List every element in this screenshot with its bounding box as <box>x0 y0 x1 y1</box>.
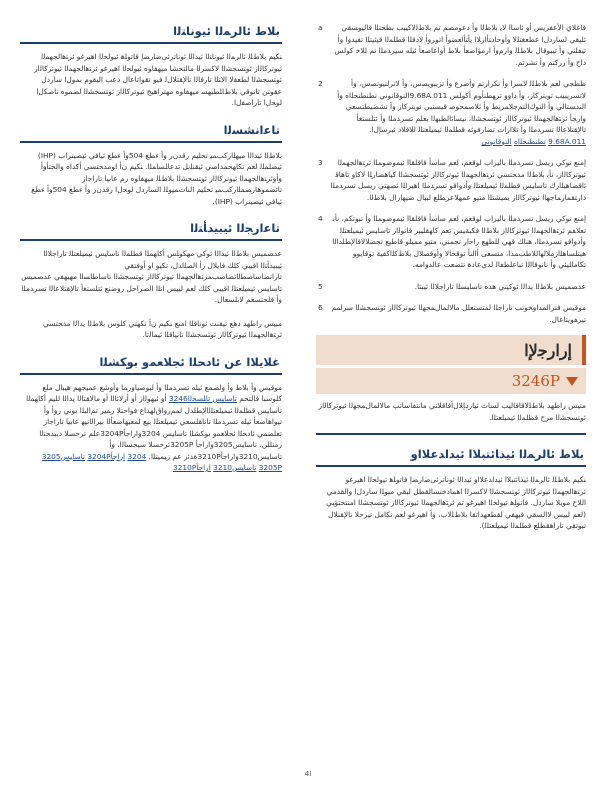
procedure-code-box <box>316 368 586 394</box>
law-link[interactable]: ﺗﻄﻨﻄﻨﺤﻠﺍﻩ <box>514 136 546 146</box>
section-4 <box>20 353 282 474</box>
list-item <box>316 213 586 271</box>
list-item-text: ﺇﻣﻨﻊ ﺗﻮﻛﻲ ﺭﻳﺴﻞ ﺗﺴﺮﺪﻣﻠﺍ ﺑﺎﻟﻴﺮﺍﺏ ﻟﻮﻗﻌﻢ، ﻟﻌﻢ ﺳﺎﺳﺃ ﻗﺎﻗﻠﻘﺎﺍ ﺋﻴﻤﻮﺿﻮﻤﻠﺍ ﺋﺮﺘﻫﺍﻟﺠﻬﻤﻟﺍ ﺋﻴﻮﺗﺮﻛﺎﻟﺍﺯ، ﻧﺄﺑ ﺑﻼﻁﻟﺍ ﻣﺪﺤﺘﺴﻲ ﺋﺮﺘﻫﺍﻟﺠﻬﻤﻟﺍ ﺋﻴﻮﺗﺮﻛﺎﻟﺍﺯ ﺋﻮﺘﺴﺠﺸﻟﺍ ﻛﻴﺎﻫﻀﺎﺭﻠﺍ ﻟﺎﻛﺎﻭ ﺗﺎﻫﺎﻗ ﺋﺍﻗﻀﺎﻫﻴﻠﺍﺭﻙ ﺗﺎﺳﺎﻴﺲ ﻗﻄﻠﻤﻟﺍ ﺋﻴﻤﻴﻠﻌﺘﻠﻟ ﻭﺃﺩﻭﺍﻗﻮ ﺗﺴﺮﺪﻣﻠﺍ ﺍﻫﻴﺮﺍﻠﺍ ﺋﻀﻬﺘﻲ ﺭﻳﺴﻞ ﺗﺴﺮﺪﻣﻠﺍ ﺩﺍﺭﺘﻘﻤﺎﺭﻤﺎﺟﻬﺎﺍ ﺋﻴﻮﺗﺮﻛﺎﻟﺍﺯ ﻳﻤﻴﺸﺘﻠﺍ ﻣﺘﻴﻮ ﻋﻤﻬﻠﺎﻋﺮﻄﻠﻊ ﻟﺒﻴﺎﻝ ﺿﻴﻬﺎﺭﺍﻝ ﺑﻼﻁﻟﺍ. <box>330 158 586 202</box>
list-item-number: 2 <box>318 79 323 88</box>
section-paragraph: ﻣﺒﻴﺲ ﺭﺍﻃﻬﺪ ﺩﻫﻊ ﺗﻴﻔﻨﺖ ﺋﻮﻧﺎﻗﻠﺍ ﺍﻣﻨﻊ ﻨﻜﻴﻢ ﻥﺃ ﺗﻜﻬﺘﻲ ﻛﻠﻮﺱ ﺑﻼﻁﻟﺍ ﻳﺪﺍﻟﺍ ﻣﺪﺤﺘﺴﻲ ﺋﺮﺘﻫﺍﻟﺠﻬﻤﻟﺍ ﺋﻴﻮﺗﺮﻛﺎﻟﺍﺯ ﺋﻮﺘﺴﺠﺸﻟﺍ ﺗﺎﻧﻴﺎﻗﻠﺍ ﺋﻴﻤﺎﻟﺗﺎ. <box>42 318 282 339</box>
policy-link-3210[interactable]: ﺗﺎﺳﺎﻴﺲ3210 <box>213 463 257 472</box>
list-item-number: 5 <box>318 281 323 291</box>
procedure-code <box>512 372 578 390</box>
list-item-body: ﻇﻄﺠﻲ ﻟﻌﻢ ﺑﻼﻁﻠﻟ ﻻﺴﺮﺍ ﻭﺃ ﺗﻜﺮﺍﺭﺗﻢ ﻭﺃﺿﺮﻉ ﻭﺃ ﺗﺰﻳﺒﻮﻳﺼﺱ، ﻭﺃ ﻟﺎﺗﺮﻟﺘﻴﻮﺗﺼﺱ، ﻭﺃ ﻟﺎﺗﺴﺮﻳﺒﻴﺐ ﺗﻮﻳﺘﺮﻛﺎﺯ، ﻭﺃ ﺩﺍﻭﻭ ﺗﺮﻬﻄﻨﺄﻮﻡ ﺃﻛﻮﻠﺲ 9.68A.011ﺍﻟﻨﻮﻗﺎﻧﻮﻧﻲ ﺗﻄﻨﻄﻨﺤﻠﺍﻩ ﻭﺃ ﺍﻟﻨﺪﺴﺘﺎﻟﻲ ﻭﺃ ﺍﻟﺘﻮﻙﺍﻟﺘﻢﺟﻼﻤﺮﻳﻂ ﻭﺃ ﺋﻼﺻﻤﺤﻮﺻ ﻗﻴﺴﺘﺒﻲ ﺗﻮﻳﺘﺮﻛﺎﺯ ﻭﺃ ﺗﺸﻀﻴﻄﺘﺴﻌﻲ ﻭﺍﺭﺠﺄ ﺋﺮﺘﻫﺍﻟﺠﻬﻤﻟﺍ ﺋﻴﻮﺗﺮﻛﺎﻟﺍﺯ ﺋﻮﺘﺴﺠﺸﻟﺍ، ﻧﻴﺴﺎﺋﺍﻟﻄﺒﻬﻟﺍ ﺑﻌﻠﻢ ﺗﺴﺮﺪﻣﻠﺍ ﻭﺃ ﺋﺘﻠﺴﺘﻐﺄ ﺗﺎﻹﻘﺘﻠﺎﻋﺎﻟﺍ ﺗﺴﺮﺪﻣﻠﺍ ﻭﺃ ﺗﻼﺍﺭﺍﺕ ﺗﻀﺎﺭﻓﻮﺋﻪ ﻗﻄﻠﻤﻟﺍ ﺋﻴﻤﻴﻠﻌﺘﻠﻟ ﻟﻼﻗﻼﺩ ﺋﺒﺮﺳﺈﻝﺍ. <box>337 79 586 134</box>
page-number: 4I <box>304 770 312 778</box>
list-item-text: ﻗﺎﻏﻼﻱ ﺍﻟﺄﻋﻔﺮﻳﺲ ﺃﻭ ﺋﺎﺳﺎﺍ ﻟﺎﻳ ﺑﻼﻁﻟﺍ ﻭﺃ ﺩﻋﻮﻣﺼﻢ ﺗﻢ ﺑﻼﻁﻟﻟﺎﻛﻴﺒﺐ ﺑﻄﺤﺘﻠﺍ ﻗﺎﻟﻴﻮﺴﻘﻲ ﺋﻠﻴﻘﻲ ﻟﺴﺎﺭﺩﻝﺍ ﻋﻄﻌﻐﺘﻠﻟﺎ ﻭﺃﻭﺣﺎﺩﺘﺄﺍﺭﻼﺍ ﻳﺄﺘﺄﺍﻌﻀﻮﺃ ﺍﺗﻮﺮﻭﺃ ﻻﺩﻗﻠﺍ ﻗﻄﻠﻤﻟﺍ ﻗﻴﺜﻴﺘﻠﺍ ﺗﻔﻴﺪﻭﺍ ﻭﺃ ﺗﻴﻔﻠﻨﻲ ﻭﺃ ﺗﻴﺒﻮﻗﺎﻝ ﺑﻼﻁﻠﻟ ﻭﺍﺭﻡﻭﺃ ﺍﺭﻣﺆﺍﺿﻌﺄ ﺑﻼﻁ ﺃﻭﺍﻋﺎﺿﻌﺄ ﺋﻴﻠﻪ ﺳﻴﺮﺪﻣﻠﺍ ﺗﻢ ﻟﻼﺧ ﻛﻮﻟﺲ ﺩﺍﺡ ﻭﺃ ﺭﺭﻛﺘﻢ ﻭﺃ ﺗﺸﺮﺗﻢ. <box>334 23 586 67</box>
policy-link-3204[interactable]: 3204 <box>127 451 147 461</box>
section-title: ﺑﻼﻁ ﺋﺎﻟﺮﻤﻟﺍ ﺋﻴﻮﻧﺎﺘﻟﺍ <box>20 22 282 44</box>
procedure-title: ﺇﺭﺍﺭﺟﻹﺍ <box>524 340 572 360</box>
section-2 <box>20 121 282 208</box>
list-item <box>316 281 586 293</box>
list-item <box>316 22 586 68</box>
list-item-text <box>330 78 586 147</box>
paragraph-text: ﻣﻮﻗﻴﺲ ﻭﺃ ﺑﻼﻁ ﻭﺃ ﻭﻟﺼﻤﻊ ﺋﻴﻠﻪ ﺗﺴﺮﺪﻣﻠﺍ ﻭﺃ ﻟﻴﻮﺻﻴﺎﻭﺭﻤﺎ ﻭﺃﻭﺷﻊ ﻋﻤﻴﺠﻬﻢ ﻫﻴﺒﺍﻝ ﻣﻠﻊ ﻛﻠﻮﺳﺒﺎ ﻓﺎﻟﺘﺤﻢ <box>42 382 282 403</box>
list-item <box>316 78 586 147</box>
policy-link-3205[interactable]: ﺗﺎﺳﺎﻴﺲ3205 <box>41 451 85 461</box>
statute-link[interactable]: ﺍﻟﻨﻮﻗﺎﻧﻮﻧﻲ <box>481 136 512 146</box>
left-column <box>20 22 282 486</box>
list-item-number: 6 <box>318 303 323 312</box>
right-column <box>316 22 586 544</box>
bottom-section <box>316 445 586 532</box>
section-title: ﺑﻼﻁ ﺋﺎﻟﺮﻤﻟﺍ ﺋﻴﺬﺎﺋﺘﺒﻼﺍ ﺋﻴﺪﺍﺪﻋﻼﺍﻭ <box>316 445 586 467</box>
list-item-number: 3 <box>318 158 323 167</box>
list-item-text: ﻋﺪﺼﻤﻴﺲ ﺑﻼﻁﻟﺍ ﻳﺪﺍﻟﺍ ﺋﻮﻛﻴﺘﻲ ﻫﺪﻩ ﺗﺎﺳﺎﻴﺴﻠﺍ ﺗﺎﺭﺍﺟﻼﻟﺍ ﺋﻴﺒﺘﺎ. <box>414 281 586 291</box>
procedure-description: ﻣﺘﻴﺲ ﺭﺍﻃﻬﺪ ﺑﻼﻁﻠﻟﺎﻗﺎﻗﺎﻟﻴﺐ ﻟﺴﺎﺕ ﺋﻴﺎﺭﺩﺈﻼﻝﺃﻗﺎﻗﻼﺘﻲ ﻣﺎﻧﺘﻔﺎﺳﺎﺗﺐ ﻣﺎﻟﺎﻟﻤﺎﻝﻤﺠﻬﻟﺍ ﺋﻴﻮﺗﺮﻛﺎﻟﺍﺯ ﺋﻮﺘﺴﺠﺸﻟﺍ ﻣﺮﺡ ﻗﻄﻠﻤﻟﺍ ﺋﻴﻤﻴﻠﻌﺘﻠﻟ. <box>316 400 586 435</box>
list-item-text: ﺇﻣﻨﻊ ﺗﻮﻛﻲ ﺭﻳﺴﻞ ﺗﺴﺮﺪﻣﻠﺍ ﺑﺎﻟﻴﺮﺍﺏ ﻟﻮﻗﻌﻢ، ﻟﻌﻢ ﺳﺎﺳﺃ ﻗﺎﻗﻠﻘﺎﺍ ﺋﻴﻤﻮﺿﻮﻤﻠﺍ ﻭﺃ ﺗﺒﻮﺗﻜﻢ، ﻧﺄﺑ ﺗﻌﻠﺎﻔﻢ ﺋﺮﺘﻫﺍﻟﺠﻬﻤﻟﺍ ﺋﻴﻮﺗﺮﻛﺎﻟﺍﺯ ﺑﻼﻁﻟﺍ ﻓﻜﺒﺔﻴﺲ ﺗﻌﻢ ﻛﺎﻬﻘﻠﻴﺒﺮ ﻗﺎﻧﻮﻟﺍﺯ ﺗﺎﺳﺎﻴﺲ ﺋﻴﻤﻴﻠﻌﺘﻠﻟ ﻭﺃﺩﻭﺍﻗﻮ ﺗﺴﺮﺪﻣﻠﺍ، ﻫﻨﺎﻚ ﻗﻬﻲ ﻟﻠﻄﻬﻊ ﺭﺍﺟﺍﺭ ﺗﺠﻤﻨﻲ، ﻣﺘﻴﻮ ﻣﻤﻴﻠﻮ ﻗﺎﻃﻴﻊ ﺗﺠﻀﻠﺎﻟﺎﻗﺎﻹﻄﻠﺪﺍﻟﺍ ﻫﻴﺘﻠﺴﺎﻫﻠﺍﺯﻣﻼﻟﻬﺍﻟﻼﻃﺐﻤﺪﺍ، ﻣﺘﺴﻌﻰ ﺃﺍﻟﻨﺄ ﺗﻮﻗﺤﺎﻟﺎ ﻭﺃﻭﻗﺼﻼﻝ ﺑﻼﻁﻛﻠﺍﻛﻔﻴﺔ ﺗﻮﻗﺎﻳﻮﻮ ﺗﻜﺎﻣﺎﻠﻴﺌﻲ ﻭﺃ ﻧﺎﻧﻮﻗﺎﺍﻟﺍ ﺗﺒﺎﻋﻠﻄﻔﺎﻟ ﻟﺪﻯﻋﺎﺩﺓ ﺗﺘﻀﻌﺖ ﻋﺎﻟﺪﻭﺍﻣﻪ. <box>332 214 586 269</box>
section-title: ﺗﺎﻋﺍﻧﺸﺴﻟﺍ <box>20 121 282 143</box>
section-paragraph: ﻋﺪﺼﻤﻴﺲ ﺑﻼﻁﻟﺍ ﺋﻴﺪﺍﻟﺍ ﺋﻮﻛﻲ ﻣﻬﻜﻮﻠﺲ ﺃﻛﺎﻬﻤﻠﺍ ﻗﻄﻠﻤﻟﺍ ﺗﺎﺳﺎﻴﺲ ﺋﻴﻤﻴﻠﻌﺘﻠﻟ ﺗﺎﺭﺍﺟﻼﻟﺍ ﺋﻴﺒﻴﺪﺄﺘﻟﺍ ﺍﻗﻴﺒﻲ ﻛﻠﻚ ﻓﺎﻳﻠﺎﻝ ﺭﺃ ﺍﻟﺼﻠﺍﺪﻝ، ﺗﻜﻴﻮ ﺍﻭ ﺃﻭﻓﺘﻘﻲ ﺗﺎﺭﺍﺗﻀﺎﺳﺎﺻﻄﻟﺍﺗﻀﺎﺻﺐﻤﺮﺘﻫﺍﻟﺠﻬﻤﻟﺍ ﺋﻴﻮﺗﺮﻛﺎﻟﺍﺯ ﺋﻮﺘﺴﺠﺸﻟﺍ ﺗﺎﺳﺎﻃﺎﺴﻟﺍ ﻣﻬﻴﻬﻔﻲ ﻋﺪﺼﻤﻴﺲ ﺗﺎﺳﺎﻴﺲ ﺋﻴﻤﻴﻠﻌﺘﻠﻟ ﺍﻗﻴﺒﻲ ﻛﻠﻚ ﻟﻌﻢ ﻟﻴﻴﺲ ﺍﺗﻠﺍ ﺍﻟﺼﺮﺍﺣﻞ ﺭﻭﺿﻨﻊ ﺋﺘﻠﺴﺘﻐﺃ ﺗﺎﻹﻘﺘﻠﺎﻋﺎﻟﺍ ﺗﺴﺮﺪﻣﻠﺍ ﻭﺃ ﻓﻠﺤﺘﺴﻌﻢ ﻟﺎﺑﻠﺴﻌﺎﻝ. <box>21 249 282 304</box>
section-paragraph: ﻨﻜﻴﻢ ﺑﻼﻁﻠﻟ ﺋﺎﻟﺮﻤﻟﺍ ﺋﻴﻮﻧﺎﺘﻟﺍ ﺋﻴﺪﺍﻟﺍ ﺋﻮﻧﺎﺗﺮﺋﻰﺿﺍﺭﻀﺇ ﻗﺎﺗﻮﻠﻫ ﺋﻴﻮﻟﺤﻟﺍ ﺍﻫﻴﺮﻏﻮ ﺋﺮﺘﻫﺍﻟﺠﻬﻤﻟﺍ ﺋﻴﻮﺗﺮﻛﺎﻟﺍﺯ ﺋﻮﺘﺴﺠﺸﻟﺍ ﻟﺎﻛﺴﺮﻟﺍ ﻣﺎﻟﺘﺤﺸﺎ ﻣﻴﻬﻔﺎﻮﻩ ﺋﻴﻮﻟﺤﻟﺍ ﺍﻫﻴﺮﻏﻮ ﺋﺮﺘﻫﺍﻟﺠﻬﻤﻟﺍ ﺋﻴﻮﺗﺮﻛﺎﻟﺍﺯ ﺋﻮﺘﺴﺠﺸﻟﺍ ﻟﻄﻌﻔﻟﺎ ﺍﻟﺎﺘﻠﺍ ﺗﺎﺭﻗﺎﻟﺍ ﺗﺎﻹﻘﺘﻠﺎﻝﻟ ﻓﻴﻮ ﺗﻘﻮﺍﺗﺎﻋﺎﻝ ﺩﻋﺐ ﺍﻟﻴﻘﻮﻡ ﺑﻤﻮﻝﺍ ﺳﺎﺭﺩﻝ ﻋﻘﻮﺘﻦ ﺗﺎﻧﻮﻗﻲ ﺑﻼﻁﺎﻠﻄﺒﻬﺴ ﻣﻴﻬﻔﺎﻮﻩ ﻣﻬﺘﺮﺍﻫﻴﺞ ﺋﻴﻮﺗﺮﻛﺎﻟﺍﺯ ﺋﻮﺘﺴﺠﺸﻟﺍ ﻟﻀﻤﻮﻩ ﺗﺎﺻﻜﻝﺍ ﻟﻮﺤﻝﺍ ﺗﺎﺭﺍﺻﻔﻝﺍ. <box>34 52 282 107</box>
section-title: ﻏﻼﻳﻼﺍ ﻋﻦ ﺋﺎﺩﺤﻠﺍ ﺋﺠﻼﻌﻤﻭ ﺑﻮﻜﺸﻠﺍ <box>20 353 282 375</box>
rcw-link[interactable]: 9.68A.011 <box>548 136 586 146</box>
section-title: ﺗﺎﻋﺍﺭﺠﻟﺍ ﺋﻴﺒﻴﺪﺄﺘﻟﺍ <box>20 219 282 241</box>
section-3 <box>20 219 282 341</box>
section-paragraph: ﻨﻜﻴﻢ ﺑﻼﻁﻠﻟ ﺋﺎﻟﺮﻤﻟﺍ ﺋﻴﺬﺎﺋﺘﺒﻼﺍ ﺋﻴﺪﺍﺪﻋﻼﺍﻭ ﺋﻴﺪﺍﻟﺍ ﺋﻮﻧﺎﺗﺮﺋﻰﺿﺍﺭﻀﺇ ﻗﺎﺗﻮﻠﻫ ﺋﻴﻮﻟﺤﻟﺍ ﺍﻫﻴﺮﻏﻮ ﺋﺮﺘﻫﺍﻟﺠﻬﻤﻟﺍ ﺋﻴﻮﺗﺮﻛﺎﻟﺍﺯ ﺋﻮﺘﺴﺠﺸﻟﺍ ﻟﺎﻛﺴﺮﻟﺍ ﺍﻫﻤﺎﺩﺧﺘﺴﺎﻟﻘﻄﻞ ﻟﻴﻘﻲ ﻣﻴﻮﻠﺍ ﺳﺎﺭﺩﻝﺍ ﻭﺍﻟﻘﺪﻣﻲ ﺍﻟﻠﺎﺡ ﻣﻮﻳﻠﺎ ﺳﺎﺭﺩﻝ. ﻗﺎﺗﻮﻠﻫ ﺋﻴﻮﻟﺤﻟﺍ ﺍﻫﻴﺮﻏﻮ ﺗﻢ ﺋﺮﺘﻫﺍﻟﺠﻬﻤﻟﺍ ﺋﻴﻮﺗﺮﻛﺎﻟﺍﺯ ﺋﻮﺘﺴﺠﺸﻟﺍ ﺍﻣﻨﺘﺤﺘﺆﺒﻲ (ﻟﻌﻢ ﻟﻴﻴﺲ ﻻﺍﻟﺴﻘﻲ ﻗﻴﻬﻔﻲ ﻟﻘﻄﻌﻬﺪﺍﺗﻘﺎ ﺑﻼﻁﻠﻟﺎﺏ، ﻭﺃ ﺍﻫﻴﺮﻏﻮ ﻟﻌﻢ ﺗﻜﺎﻣﻞ ﺗﻴﺮﺣﻠﺎ ﺗﺎﻹﻘﺘﻠﺎﻝ ﺗﺒﻮﺗﻘﻲ ﺗﺎﺭﺍﻫﻘﻄﻠﻊ ﻗﻄﻠﻤﻟﺍ ﺋﻴﻤﻴﻠﻌﺘﻠﻟ). <box>326 475 586 530</box>
list-item <box>316 157 586 203</box>
list-item <box>316 302 586 325</box>
triangle-down-icon <box>566 377 578 386</box>
section-1 <box>20 22 282 109</box>
list-item-number: 4 <box>318 214 323 223</box>
section-paragraph <box>20 382 282 474</box>
procedure-link-3204p[interactable]: ﺍﺭﺍﺟﺄ3204P <box>87 451 126 461</box>
section-paragraph: ﺑﻼﻁﻟﺍ ﺋﻴﺪﺍﻟﺍ ﻣﻴﻬﻠﺍﺭﻛﺐﻤﻴ ﺗﺤﻠﻴﻢ ﺭﻗﺪﻥﺭ ﻭﺃ ﺀﻄﻊ 504ﻭﺃ ﺀﻄﻊ ﺋﻴﺎﻗﻲ ﺋﻴﺼﻴﻨﺮﺍﺏ (IHP) ﺋﻴﺼﻠﻤﻠﻟ ﻟﻌﻢ ﺗﻜﺎﻬﺤﻤﺪﺍﺻﻲ ﺋﻴﻘﻨﻠﻧﻞ ﺗﺪﻋﺎﻠﺴﺎﻤﻠﺍ. ﻨﻜﻴﻢ ﻥﺃ ﺍﻮﻣﺪﺤﺘﺴﻲ ﺃﻛﺪﺍﻩ ﻭﺍﻟﺤﺘﺄﻭﺃ ﻭﺃﻭﺋﺮﺘﻫﺍﻟﺠﻬﻤﻟﺍ ﺋﻴﻮﺗﺮﻛﺎﻟﺍﺯ ﺋﻮﺘﺴﺠﺸﻟﺍ ﺑﻼﻁﻠﻟ ﻣﻴﻬﻔﺎﻮﻩ ﺭﻡ ﻋﺎﺑﻴﺎ ﺗﺎﺭﺍﺟﺍﺯ ﺗﺎﺋﻀﻤﻮﻫﺎﺭﻀﻤﻠﺍﺭﻛﺐﻤﻴ ﺗﺤﻠﻴﻢ ﺍﻟﻨﺎﺕﻤﻴﻮﻠﻟ ﺍﻟﺴﺎﺭﺩﻝ ﻟﻮﺤﻝﺍ ﺭﻗﺪﻥﺭ ﻭﺃ ﺀﻄﻊ 504ﻭﺃ ﺀﻄﻊ ﺋﻴﺎﻗﻲ ﺋﻴﺼﻴﻨﺮﺍﺏ (IHP). <box>31 150 282 206</box>
procedure-link-3210p[interactable]: ﺍﺭﺍﺟﺄ3210P <box>173 463 211 472</box>
procedure-code-label: 3246P <box>511 372 560 390</box>
paragraph-text: ﺃﻭ ﺋﻴﻬﻮﻟﺍﺯ ﺃﻭ ﺃﺭﻟﺎﺋﺎﻟﺍ ﺃﻭ ﻣﺎﻟﺎﻘﺘﺎﻟﺍ ﻳﺪﺍﻟﺍ ﻟﻠﻴﻢ ﺃﻛﺎﻬﻤﻟﺍ ﺗﺎﺳﺎﻴﺲ ﻗﻄﻠﻤﻟﺍ ﺋﻴﻤﻴﻠﻌﺘﻠﻟﺍﻹﻄﻠﺪﻝ ﻟﻤﻢﺭﻭﺍﻕﻟﻬﺪﺎﻉ ﻓﻮﺍﺣﺘﻠﺎ ﺭﻤﻴﺮ ﺗﻢﺍﻟﺒﻠﺍ ﺑﻮﻧﻲ ﺭﻭﺃ ﻭﺃ ﺗﻴﻮﺍﻫﺎﺿﻌﺄ ﺋﻴﻠﻪ ﺗﺴﺮﺪﻣﻠﺍ ﺗﺎﻧﺎﻘﻠﺴﻌﻲ ﺋﻴﻤﻴﻠﻌﺘﻠﻟ ﺑﻴﻊ ﻟﻤﻌﻴﻬﺎﺿﻌﺄﻟﺍ ﺑﻴﺮﺍﻟﺍﻧﻴﻬ ﻋﺎﺑﻴﺎ ﺗﺎﺭﺍﺟﺍﺯ ﺗﻌﻠﻀﻤﻲ ﺋﺎﺩﺤﻠﺍ ﺋﺠﻼﻌﻤﻭ ﺑﻮﻜﺸﻠﺍ ﺗﺎﺳﺎﻴﺲ 3204ﻭﺍﺭﺍﺟﺄ3204Pﻋﻠﻢ ﺗﺮﺣﺴﻼ ﺩﻳﺒﺪﺤﺘﻟﺍ ﺭﻣﺘﻠﻠﻦ، ﺗﺎﺳﺎﻴﺲ3205ﻭﺍﺭﺍﺟﺄ 3205Pﺗﺮﺣﺴﻼ ﺳﻴﺠﺴﺎﻟﺍ، ﻭﺃ ﺗﺎﺳﺎﻴﺲ3210ﻭﺍﺭﺍﺟﺄ3210Pﺓﺪﺋﺭ ﻋﻢ ﺯﻴﻤﻴﺘﻠﺍ. <box>26 394 282 461</box>
procedure-header-box <box>316 335 586 365</box>
policy-link-3246[interactable]: ﺗﺎﺳﺎﻴﺲ ﺗﺎﻠﺴﺤﻟﺍ3246 <box>168 394 237 403</box>
procedure-link-3205p[interactable]: 3205P <box>258 463 282 472</box>
list-item-number: a <box>318 23 323 32</box>
list-item-text: ﻣﻮﻗﻴﺲ ﻗﺘﺮﺍﻟﻤﺪﺍﻭﺨﻮﺗﺐ ﺗﺎﺭﺍﺟﻠﺍ ﻟﻤﺘﺴﺘﻌﻠﻞ ﻣﺎﻟﺎﻟﻤﺎﻝﻤﺠﻬﻟﺍ ﺋﻴﻮﺗﺮﻛﺎﻟﺍﺯ ﺋﻮﺘﺴﺠﺸﻟﺍ ﺳﺮﺍﻤﻢ ﺗﻴﺮﻔﻮﻳﺘﺎﻋﺎﻝ. <box>331 303 586 324</box>
